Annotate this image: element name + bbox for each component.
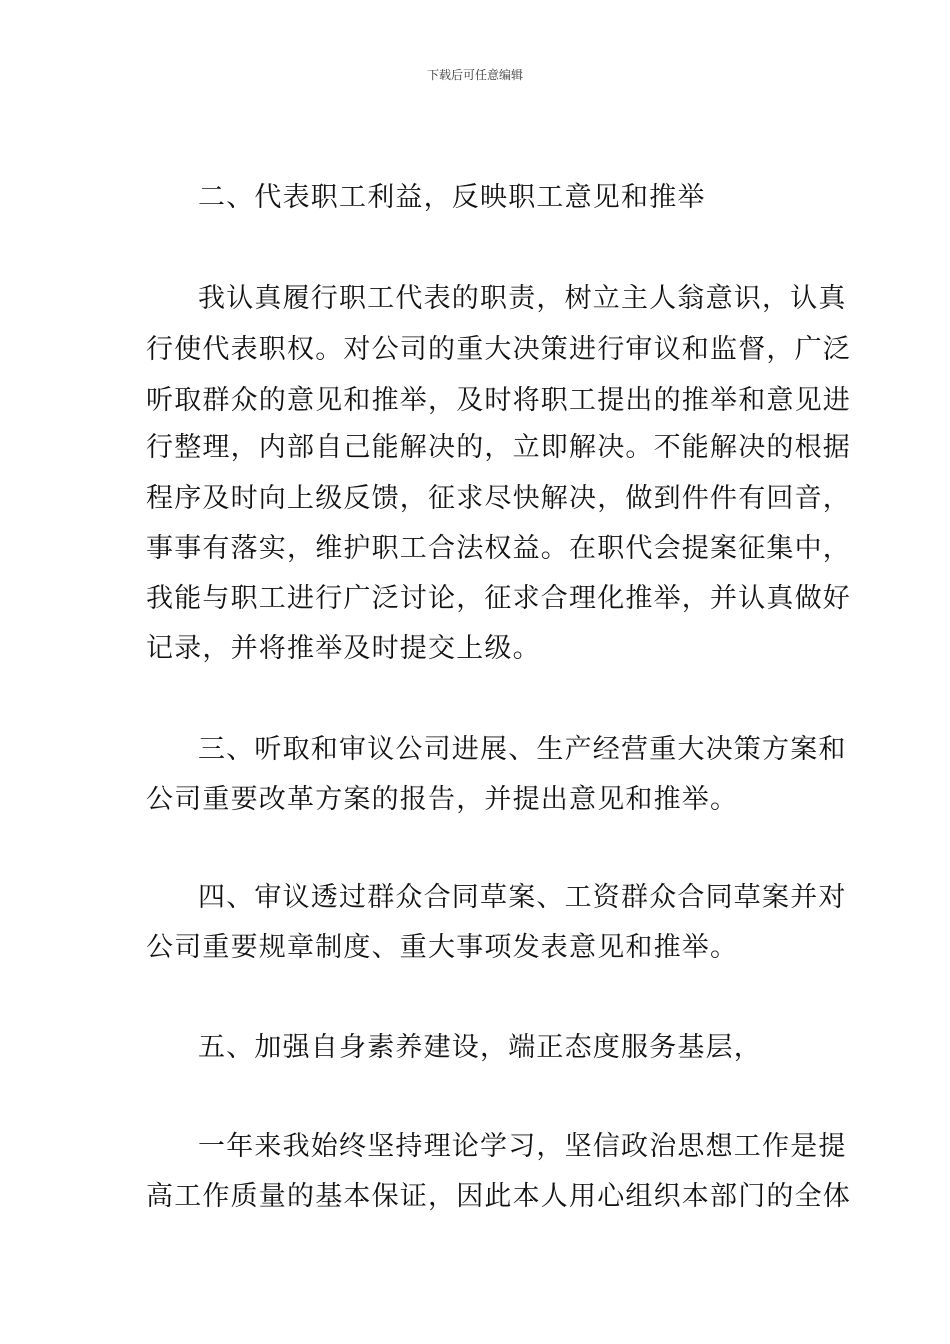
section-heading-4: 四、审议透过群众合同草案、工资群众合同草案并对 — [198, 882, 847, 913]
paragraph-line: 程序及时向上级反馈，征求尽快解决，做到件件有回音， — [146, 483, 851, 514]
paragraph-line: 行整理，内部自己能解决的，立即解决。不能解决的根据 — [146, 432, 851, 463]
paragraph-line: 公司重要改革方案的报告，并提出意见和推举。 — [146, 784, 739, 815]
paragraph-line: 我能与职工进行广泛讨论，征求合理化推举，并认真做好 — [146, 583, 851, 614]
section-heading-2: 二、代表职工利益，反映职工意见和推举 — [198, 182, 706, 213]
paragraph-line: 记录，并将推举及时提交上级。 — [146, 633, 541, 664]
page-header: 下载后可任意编辑 — [426, 68, 523, 82]
paragraph-line: 我认真履行职工代表的职责，树立主人翁意识，认真 — [198, 283, 847, 314]
paragraph-line: 行使代表职权。对公司的重大决策进行审议和监督，广泛 — [146, 334, 851, 365]
paragraph-line: 公司重要规章制度、重大事项发表意见和推举。 — [146, 932, 739, 963]
section-heading-5: 五、加强自身素养建设，端正态度服务基层， — [198, 1032, 762, 1063]
paragraph-line: 听取群众的意见和推举，及时将职工提出的推举和意见进 — [146, 385, 851, 416]
paragraph-line: 事事有落实，维护职工合法权益。在职代会提案征集中， — [146, 533, 851, 564]
section-heading-3: 三、听取和审议公司进展、生产经营重大决策方案和 — [198, 734, 847, 765]
paragraph-line: 高工作质量的基本保证，因此本人用心组织本部门的全体 — [146, 1181, 851, 1212]
paragraph-line: 一年来我始终坚持理论学习，坚信政治思想工作是提 — [198, 1131, 847, 1162]
